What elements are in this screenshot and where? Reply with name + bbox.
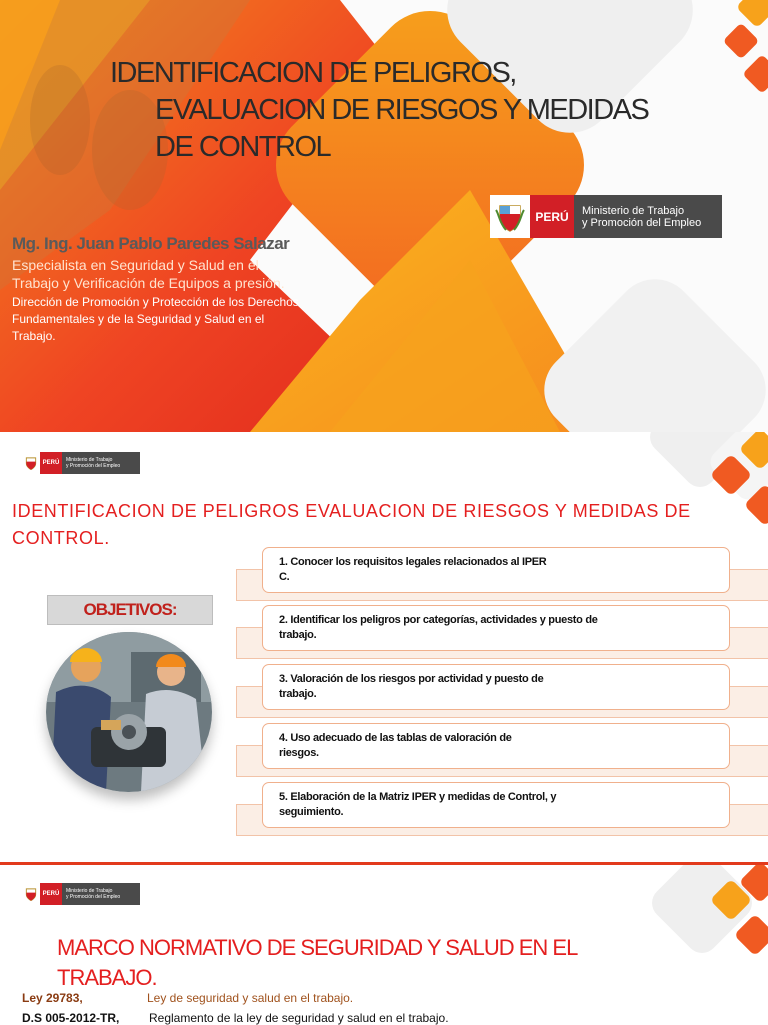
role-line-2: Trabajo y Verificación de Equipos a presión. (12, 275, 285, 291)
peru-label: PERÚ (530, 195, 574, 238)
slide3-title-line-2: TRABAJO. (57, 965, 157, 990)
objective-item (236, 723, 768, 777)
role-line-1: Especialista en Seguridad y Salud en el (12, 257, 259, 273)
ministry-logo (22, 452, 140, 474)
title-line-3: DE CONTROL (155, 131, 331, 163)
objective-item (236, 664, 768, 718)
law-description: Reglamento de la ley de seguridad y salud en el trabajo. (149, 1011, 449, 1025)
objectives-slide (0, 432, 768, 865)
slide2-title-line-2: CONTROL. (12, 528, 110, 548)
dept-line-2: Fundamentales y de la Seguridad y Salud en el (12, 312, 265, 326)
author-role (12, 256, 312, 292)
ministry-name (62, 452, 140, 474)
objective-item (236, 605, 768, 659)
objective-text-line-2: riesgos. (279, 747, 319, 759)
objective-card (262, 723, 730, 769)
objective-item (236, 782, 768, 836)
objective-text-line-2: trabajo. (279, 629, 317, 641)
objective-card (262, 605, 730, 651)
peru-label: PERÚ (40, 883, 62, 905)
law-description: Ley de seguridad y salud en el trabajo. (147, 991, 354, 1005)
legal-framework-slide (0, 865, 768, 1024)
ministry-name-line-2: y Promoción del Empleo (582, 216, 702, 229)
ministry-name-line-1: Ministerio de Trabajo (66, 888, 113, 894)
author-department (12, 294, 342, 345)
objective-item (236, 547, 768, 601)
title-line-2: EVALUACION DE RIESGOS Y MEDIDAS (155, 94, 649, 126)
ministry-logo (22, 883, 140, 905)
ministry-name (574, 195, 722, 238)
slide3-title-line-1: MARCO NORMATIVO DE SEGURIDAD Y SALUD EN EL (57, 935, 578, 960)
objective-text-line-2: trabajo. (279, 688, 317, 700)
peru-coat-of-arms-icon (22, 452, 40, 474)
objective-text-line-1: 1. Conocer los requisitos legales relacionados al IPER (279, 556, 547, 568)
objective-text-line-1: 2. Identificar los peligros por categorías, actividades y puesto de (279, 614, 598, 626)
peru-label: PERÚ (40, 452, 62, 474)
law-code: D.S 005-2012-TR, (22, 1011, 120, 1025)
objective-text-line-1: 5. Elaboración de la Matriz IPER y medidas de Control, y (279, 791, 557, 803)
workers-photo (46, 632, 212, 792)
ministry-name-line-1: Ministerio de Trabajo (582, 204, 685, 217)
objectives-label: OBJETIVOS: (47, 595, 213, 625)
objective-text-line-2: C. (279, 571, 290, 583)
ministry-name (62, 883, 140, 905)
objective-card (262, 547, 730, 593)
peru-coat-of-arms-icon (490, 195, 530, 238)
slide3-title (57, 933, 657, 993)
title-slide (0, 0, 768, 432)
dept-line-3: Trabajo. (12, 329, 56, 343)
objective-card (262, 782, 730, 828)
author-name: Mg. Ing. Juan Pablo Paredes Salazar (12, 234, 290, 253)
slide2-title (12, 498, 712, 552)
peru-coat-of-arms-icon (22, 883, 40, 905)
presentation-title (110, 55, 670, 166)
slide2-title-line-1: IDENTIFICACION DE PELIGROS EVALUACION DE RIESGOS Y MEDIDAS DE (12, 501, 691, 521)
objective-text-line-1: 4. Uso adecuado de las tablas de valoración de (279, 732, 512, 744)
objective-text-line-2: seguimiento. (279, 806, 344, 818)
ministry-logo (490, 195, 722, 238)
ministry-name-line-2: y Promoción del Empleo (66, 463, 121, 469)
ministry-name-line-1: Ministerio de Trabajo (66, 457, 113, 463)
objective-text-line-1: 3. Valoración de los riesgos por actividad y puesto de (279, 673, 544, 685)
objective-card (262, 664, 730, 710)
title-line-1: IDENTIFICACION DE PELIGROS, (110, 57, 516, 89)
ministry-name-line-2: y Promoción del Empleo (66, 894, 121, 900)
law-code: Ley 29783, (22, 991, 83, 1005)
dept-line-1: Dirección de Promoción y Protección de los Derechos (12, 295, 299, 309)
